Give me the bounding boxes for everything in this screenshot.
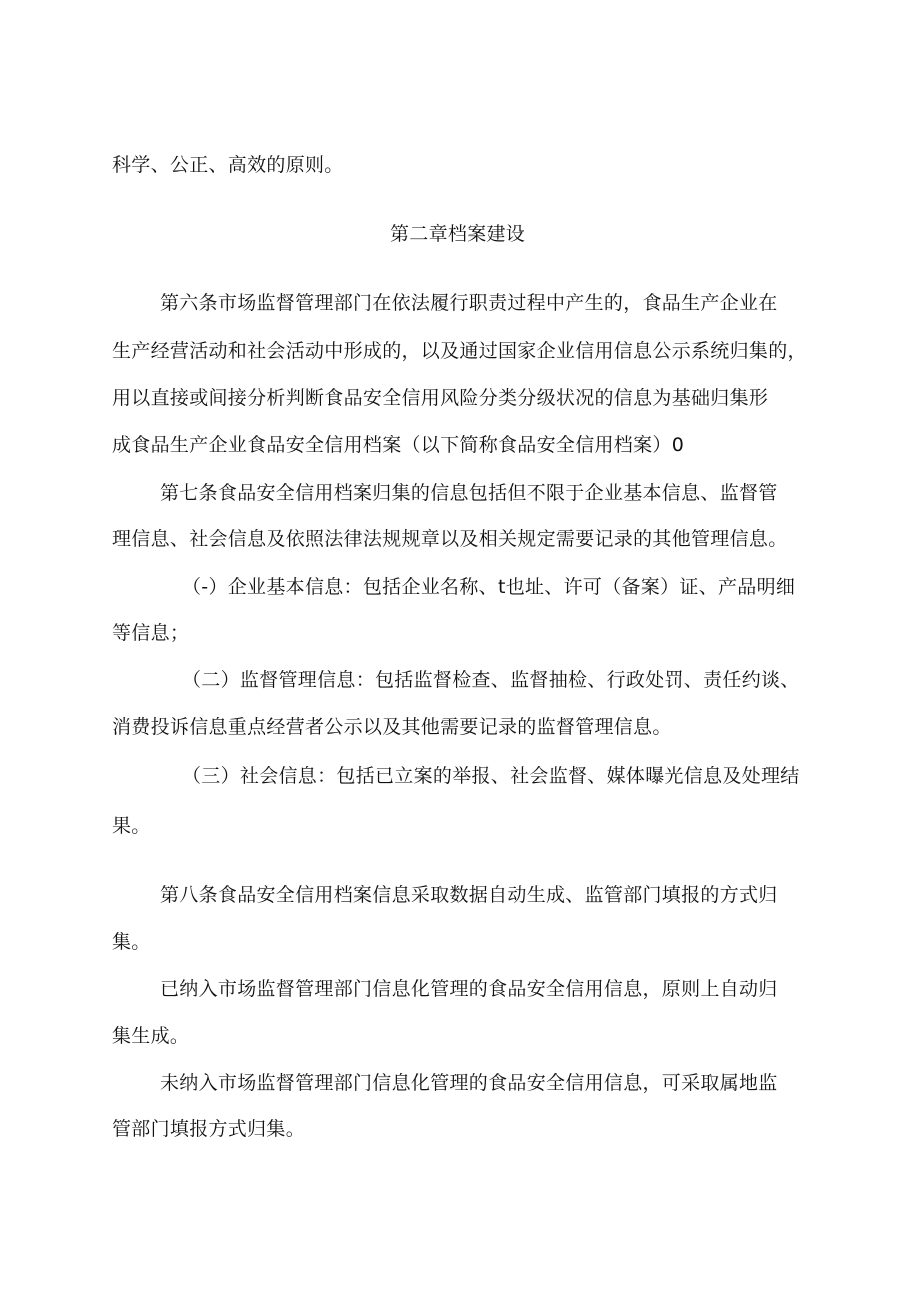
article-8-line-2: 集。 xyxy=(112,931,151,953)
article-7-line-1: 第七条食品安全信用档案归集的信息包括但不限于企业基本信息、监督管 xyxy=(160,482,778,504)
chapter-heading: 第二章档案建设 xyxy=(390,223,526,245)
article-8-line-1: 第八条食品安全信用档案信息采取数据自动生成、监管部门填报的方式归 xyxy=(160,884,778,906)
article-6-line-3: 用以直接或间接分析判断食品安全信用风险分类分级状况的信息为基础归集形 xyxy=(112,387,769,409)
article-6-line-1: 第六条市场监督管理部门在依法履行职责过程中产生的，食品生产企业在 xyxy=(160,292,778,314)
item-3-line-1: （三）社会信息：包括已立案的举报、社会监督、媒体曝光信息及处理结 xyxy=(182,765,800,787)
item-1-line-1: （-）企业基本信息：包括企业名称、t也址、许可（备案）证、产品明细 xyxy=(182,576,796,598)
item-1-line-2: 等信息； xyxy=(112,622,190,644)
item-3-line-2: 果。 xyxy=(112,815,151,837)
paragraph-manual-line-2: 管部门填报方式归集。 xyxy=(112,1118,306,1140)
paragraph-auto-line-2: 集生成。 xyxy=(112,1025,190,1047)
item-2-line-2: 消费投诉信息重点经营者公示以及其他需要记录的监督管理信息。 xyxy=(112,716,672,738)
article-6-line-2: 生产经营活动和社会活动中形成的，以及通过国家企业信用信息公示系统归集的， xyxy=(112,340,807,362)
paragraph-continuation: 科学、公正、高效的原则。 xyxy=(112,154,344,176)
article-6-line-4: 成食品生产企业食品安全信用档案（以下简称食品安全信用档案）0 xyxy=(112,434,685,456)
article-7-line-2: 理信息、社会信息及依照法律法规规章以及相关规定需要记录的其他管理信息。 xyxy=(112,528,788,550)
item-2-line-1: （二）监督管理信息：包括监督检查、监督抽检、行政处罚、责任约谈、 xyxy=(182,669,800,691)
paragraph-auto-line-1: 已纳入市场监督管理部门信息化管理的食品安全信用信息，原则上自动归 xyxy=(160,978,778,1000)
paragraph-manual-line-1: 未纳入市场监督管理部门信息化管理的食品安全信用信息，可采取属地监 xyxy=(160,1072,778,1094)
